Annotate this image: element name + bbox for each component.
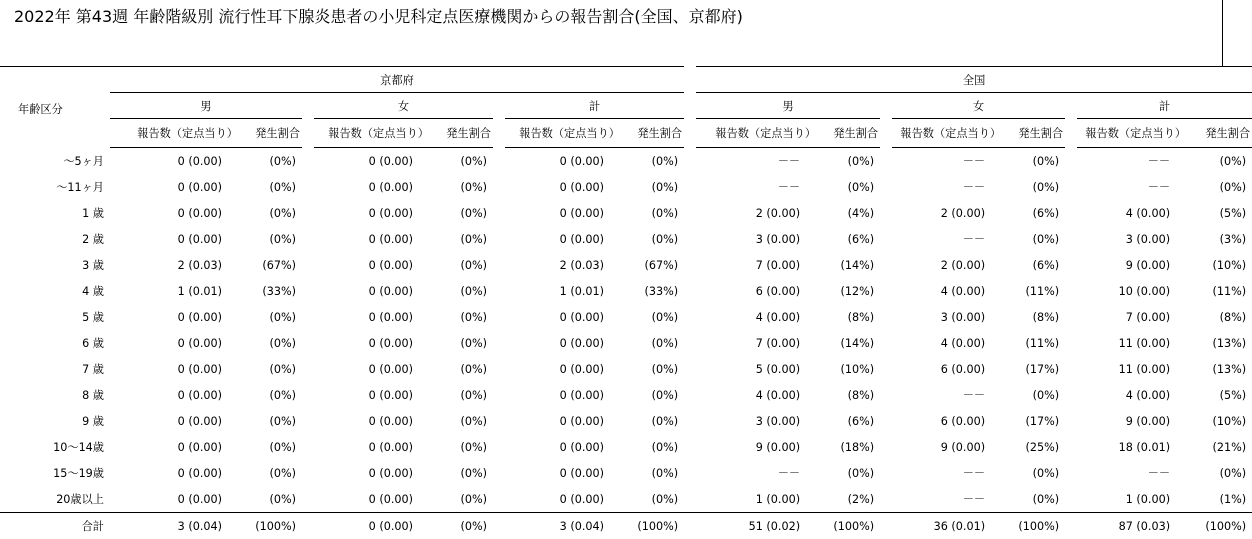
rate-cell: (0%) (240, 226, 302, 252)
count-cell: 1 (0.01) (110, 278, 240, 304)
count-cell: 0 (0.00) (505, 486, 622, 513)
rate-cell: (0%) (818, 460, 880, 486)
count-cell: 0 (0.00) (110, 356, 240, 382)
age-cell: ～5ヶ月 (0, 148, 110, 175)
count-cell: 0 (0.00) (505, 382, 622, 408)
rate-cell: (33%) (622, 278, 684, 304)
count-cell: 0 (0.00) (110, 486, 240, 513)
rate-cell: (0%) (240, 434, 302, 460)
count-cell: 0 (0.00) (110, 408, 240, 434)
age-cell: 8 歳 (0, 382, 110, 408)
count-cell: 3 (0.04) (110, 513, 240, 539)
rate-cell: (0%) (431, 226, 493, 252)
rate-cell: (100%) (1003, 513, 1065, 539)
count-cell: 9 (0.00) (892, 434, 1003, 460)
age-cell: 2 歳 (0, 226, 110, 252)
count-cell: 0 (0.00) (110, 148, 240, 175)
count-cell: 3 (0.00) (696, 408, 818, 434)
age-cell: 20歳以上 (0, 486, 110, 513)
rate-cell: (0%) (240, 330, 302, 356)
frame-border (1222, 0, 1223, 66)
count-cell: 0 (0.00) (110, 304, 240, 330)
age-cell: 合計 (0, 513, 110, 539)
rate-cell: (0%) (818, 148, 880, 175)
rate-cell: (8%) (818, 382, 880, 408)
rate-cell: (0%) (1188, 460, 1252, 486)
count-cell: 0 (0.00) (110, 226, 240, 252)
rate-cell: (0%) (622, 330, 684, 356)
count-cell: 3 (0.00) (892, 304, 1003, 330)
rate-cell: (0%) (240, 304, 302, 330)
count-cell: 0 (0.00) (505, 148, 622, 175)
rate-cell: (0%) (240, 148, 302, 175)
rate-cell: (0%) (1003, 486, 1065, 513)
rate-cell: (0%) (1188, 148, 1252, 175)
count-cell: －－ (892, 486, 1003, 513)
count-cell: 5 (0.00) (696, 356, 818, 382)
rate-cell: (6%) (818, 226, 880, 252)
rate-cell: (0%) (431, 174, 493, 200)
table-row (0, 330, 1252, 356)
rate-cell: (8%) (1188, 304, 1252, 330)
count-cell: 1 (0.00) (696, 486, 818, 513)
age-cell: 5 歳 (0, 304, 110, 330)
count-cell: 0 (0.00) (505, 304, 622, 330)
count-cell: 0 (0.00) (314, 486, 431, 513)
rate-cell: (0%) (240, 200, 302, 226)
rate-cell: (0%) (622, 148, 684, 175)
rate-cell: (0%) (1003, 148, 1065, 175)
rate-cell: (13%) (1188, 330, 1252, 356)
rate-cell: (0%) (431, 356, 493, 382)
rate-column-header: 発生割合 (1188, 119, 1252, 148)
count-column-header: 報告数（定点当り） (110, 119, 240, 148)
count-cell: －－ (892, 174, 1003, 200)
age-cell: 1 歳 (0, 200, 110, 226)
rate-cell: (0%) (622, 460, 684, 486)
rate-column-header: 発生割合 (240, 119, 302, 148)
count-cell: 0 (0.00) (314, 356, 431, 382)
count-cell: 7 (0.00) (696, 330, 818, 356)
count-cell: －－ (892, 226, 1003, 252)
count-cell: －－ (892, 382, 1003, 408)
rate-cell: (3%) (1188, 226, 1252, 252)
count-cell: －－ (696, 174, 818, 200)
age-cell: 9 歳 (0, 408, 110, 434)
count-cell: 4 (0.00) (892, 330, 1003, 356)
count-cell: 9 (0.00) (1077, 252, 1188, 278)
rate-cell: (100%) (818, 513, 880, 539)
page-title: 2022年 第43週 年齢階級別 流行性耳下腺炎患者の小児科定点医療機関からの報告割合(全国、京都府) (14, 4, 743, 27)
count-cell: －－ (1077, 174, 1188, 200)
age-cell: 7 歳 (0, 356, 110, 382)
count-cell: 2 (0.00) (696, 200, 818, 226)
count-column-header: 報告数（定点当り） (314, 119, 431, 148)
rate-cell: (5%) (1188, 200, 1252, 226)
rate-cell: (13%) (1188, 356, 1252, 382)
count-cell: 0 (0.00) (110, 434, 240, 460)
rate-column-header: 発生割合 (818, 119, 880, 148)
rate-cell: (11%) (1003, 278, 1065, 304)
count-cell: 2 (0.03) (505, 252, 622, 278)
count-cell: 4 (0.00) (1077, 200, 1188, 226)
table-row (0, 408, 1252, 434)
rate-cell: (6%) (1003, 252, 1065, 278)
rate-cell: (0%) (431, 330, 493, 356)
age-cell: 3 歳 (0, 252, 110, 278)
count-cell: 0 (0.00) (314, 330, 431, 356)
rate-cell: (0%) (240, 408, 302, 434)
count-cell: 4 (0.00) (892, 278, 1003, 304)
rate-cell: (0%) (622, 226, 684, 252)
rate-cell: (0%) (622, 434, 684, 460)
count-cell: －－ (696, 148, 818, 175)
count-cell: 3 (0.00) (1077, 226, 1188, 252)
count-cell: 1 (0.00) (1077, 486, 1188, 513)
age-cell: 10～14歳 (0, 434, 110, 460)
count-cell: 0 (0.00) (110, 460, 240, 486)
rate-cell: (12%) (818, 278, 880, 304)
count-cell: 0 (0.00) (505, 330, 622, 356)
rate-cell: (0%) (622, 200, 684, 226)
count-cell: 11 (0.00) (1077, 330, 1188, 356)
count-cell: 0 (0.00) (110, 200, 240, 226)
total-row (0, 513, 1252, 539)
rate-cell: (0%) (1003, 460, 1065, 486)
count-cell: －－ (1077, 148, 1188, 175)
rate-cell: (100%) (622, 513, 684, 539)
table-row (0, 226, 1252, 252)
rate-cell: (4%) (818, 200, 880, 226)
count-cell: 0 (0.00) (314, 408, 431, 434)
table-row (0, 486, 1252, 513)
rate-cell: (67%) (240, 252, 302, 278)
rate-cell: (0%) (431, 513, 493, 539)
region-header-kyoto: 京都府 (110, 67, 684, 93)
count-column-header: 報告数（定点当り） (1077, 119, 1188, 148)
rate-cell: (11%) (1003, 330, 1065, 356)
rate-cell: (0%) (431, 382, 493, 408)
rate-cell: (25%) (1003, 434, 1065, 460)
count-cell: 0 (0.00) (110, 330, 240, 356)
rate-cell: (33%) (240, 278, 302, 304)
count-cell: 18 (0.01) (1077, 434, 1188, 460)
count-cell: 0 (0.00) (505, 226, 622, 252)
rate-cell: (0%) (1003, 382, 1065, 408)
table-row (0, 252, 1252, 278)
count-cell: 0 (0.00) (314, 460, 431, 486)
rate-cell: (0%) (240, 382, 302, 408)
rate-cell: (0%) (431, 408, 493, 434)
count-cell: 10 (0.00) (1077, 278, 1188, 304)
rate-cell: (2%) (818, 486, 880, 513)
count-cell: 87 (0.03) (1077, 513, 1188, 539)
rate-cell: (10%) (1188, 252, 1252, 278)
count-cell: 1 (0.01) (505, 278, 622, 304)
rate-cell: (100%) (1188, 513, 1252, 539)
table-row (0, 356, 1252, 382)
rate-cell: (5%) (1188, 382, 1252, 408)
sex-header-male: 男 (110, 93, 302, 119)
count-cell: 3 (0.00) (696, 226, 818, 252)
count-column-header: 報告数（定点当り） (696, 119, 818, 148)
count-cell: 0 (0.00) (505, 460, 622, 486)
rate-cell: (17%) (1003, 356, 1065, 382)
count-cell: 6 (0.00) (696, 278, 818, 304)
table-row (0, 460, 1252, 486)
rate-cell: (0%) (622, 382, 684, 408)
count-cell: 6 (0.00) (892, 408, 1003, 434)
count-cell: 4 (0.00) (696, 382, 818, 408)
count-cell: 0 (0.00) (314, 278, 431, 304)
sex-header-total: 計 (1077, 93, 1252, 119)
count-cell: －－ (696, 460, 818, 486)
count-cell: 0 (0.00) (505, 408, 622, 434)
age-cell: 15～19歳 (0, 460, 110, 486)
rate-cell: (10%) (818, 356, 880, 382)
rate-cell: (0%) (1188, 174, 1252, 200)
rate-cell: (14%) (818, 252, 880, 278)
sex-header-male: 男 (696, 93, 880, 119)
count-cell: 0 (0.00) (314, 148, 431, 175)
rate-cell: (10%) (1188, 408, 1252, 434)
rate-cell: (0%) (431, 148, 493, 175)
rate-cell: (6%) (1003, 200, 1065, 226)
rate-cell: (21%) (1188, 434, 1252, 460)
count-cell: 0 (0.00) (314, 226, 431, 252)
rate-cell: (0%) (240, 356, 302, 382)
age-header: 年齢区分 (0, 93, 110, 148)
count-cell: 6 (0.00) (892, 356, 1003, 382)
rate-cell: (11%) (1188, 278, 1252, 304)
rate-cell: (8%) (1003, 304, 1065, 330)
rate-cell: (0%) (622, 356, 684, 382)
count-cell: 4 (0.00) (696, 304, 818, 330)
rate-cell: (0%) (431, 434, 493, 460)
rate-cell: (0%) (622, 486, 684, 513)
report-table (0, 66, 1252, 539)
count-cell: －－ (1077, 460, 1188, 486)
rate-column-header: 発生割合 (431, 119, 493, 148)
rate-cell: (0%) (240, 460, 302, 486)
rate-cell: (0%) (240, 486, 302, 513)
rate-cell: (18%) (818, 434, 880, 460)
rate-cell: (14%) (818, 330, 880, 356)
count-cell: 0 (0.00) (110, 174, 240, 200)
count-cell: 51 (0.02) (696, 513, 818, 539)
count-column-header: 報告数（定点当り） (892, 119, 1003, 148)
count-cell: 11 (0.00) (1077, 356, 1188, 382)
table-row (0, 382, 1252, 408)
table-row (0, 278, 1252, 304)
count-cell: 0 (0.00) (314, 434, 431, 460)
count-cell: 9 (0.00) (696, 434, 818, 460)
rate-cell: (6%) (818, 408, 880, 434)
count-cell: 0 (0.00) (314, 304, 431, 330)
rate-cell: (0%) (1003, 226, 1065, 252)
table-row (0, 434, 1252, 460)
count-cell: 0 (0.00) (505, 434, 622, 460)
rate-cell: (67%) (622, 252, 684, 278)
count-cell: －－ (892, 148, 1003, 175)
rate-cell: (8%) (818, 304, 880, 330)
count-cell: 0 (0.00) (505, 174, 622, 200)
count-cell: 0 (0.00) (314, 200, 431, 226)
count-cell: 0 (0.00) (314, 174, 431, 200)
table-row (0, 304, 1252, 330)
rate-cell: (0%) (431, 304, 493, 330)
rate-cell: (0%) (622, 304, 684, 330)
age-cell: 4 歳 (0, 278, 110, 304)
rate-cell: (0%) (431, 200, 493, 226)
count-cell: 0 (0.00) (110, 382, 240, 408)
rate-cell: (100%) (240, 513, 302, 539)
rate-cell: (0%) (431, 460, 493, 486)
table-row (0, 148, 1252, 175)
table-row (0, 200, 1252, 226)
rate-cell: (17%) (1003, 408, 1065, 434)
count-cell: －－ (892, 460, 1003, 486)
count-cell: 0 (0.00) (505, 200, 622, 226)
rate-column-header: 発生割合 (622, 119, 684, 148)
rate-cell: (0%) (1003, 174, 1065, 200)
region-header-national: 全国 (696, 67, 1252, 93)
count-cell: 36 (0.01) (892, 513, 1003, 539)
count-cell: 9 (0.00) (1077, 408, 1188, 434)
count-cell: 7 (0.00) (696, 252, 818, 278)
rate-column-header: 発生割合 (1003, 119, 1065, 148)
count-cell: 7 (0.00) (1077, 304, 1188, 330)
count-cell: 2 (0.00) (892, 200, 1003, 226)
rate-cell: (0%) (240, 174, 302, 200)
sex-header-female: 女 (892, 93, 1065, 119)
rate-cell: (0%) (818, 174, 880, 200)
rate-cell: (0%) (431, 486, 493, 513)
rate-cell: (0%) (431, 278, 493, 304)
count-cell: 3 (0.04) (505, 513, 622, 539)
age-cell: ～11ヶ月 (0, 174, 110, 200)
rate-cell: (0%) (431, 252, 493, 278)
count-cell: 0 (0.00) (314, 513, 431, 539)
sex-header-female: 女 (314, 93, 493, 119)
count-cell: 2 (0.03) (110, 252, 240, 278)
rate-cell: (0%) (622, 174, 684, 200)
count-cell: 2 (0.00) (892, 252, 1003, 278)
rate-cell: (0%) (622, 408, 684, 434)
sex-header-total: 計 (505, 93, 684, 119)
table-row (0, 174, 1252, 200)
count-cell: 0 (0.00) (505, 356, 622, 382)
age-cell: 6 歳 (0, 330, 110, 356)
count-cell: 4 (0.00) (1077, 382, 1188, 408)
count-cell: 0 (0.00) (314, 382, 431, 408)
count-column-header: 報告数（定点当り） (505, 119, 622, 148)
count-cell: 0 (0.00) (314, 252, 431, 278)
rate-cell: (1%) (1188, 486, 1252, 513)
